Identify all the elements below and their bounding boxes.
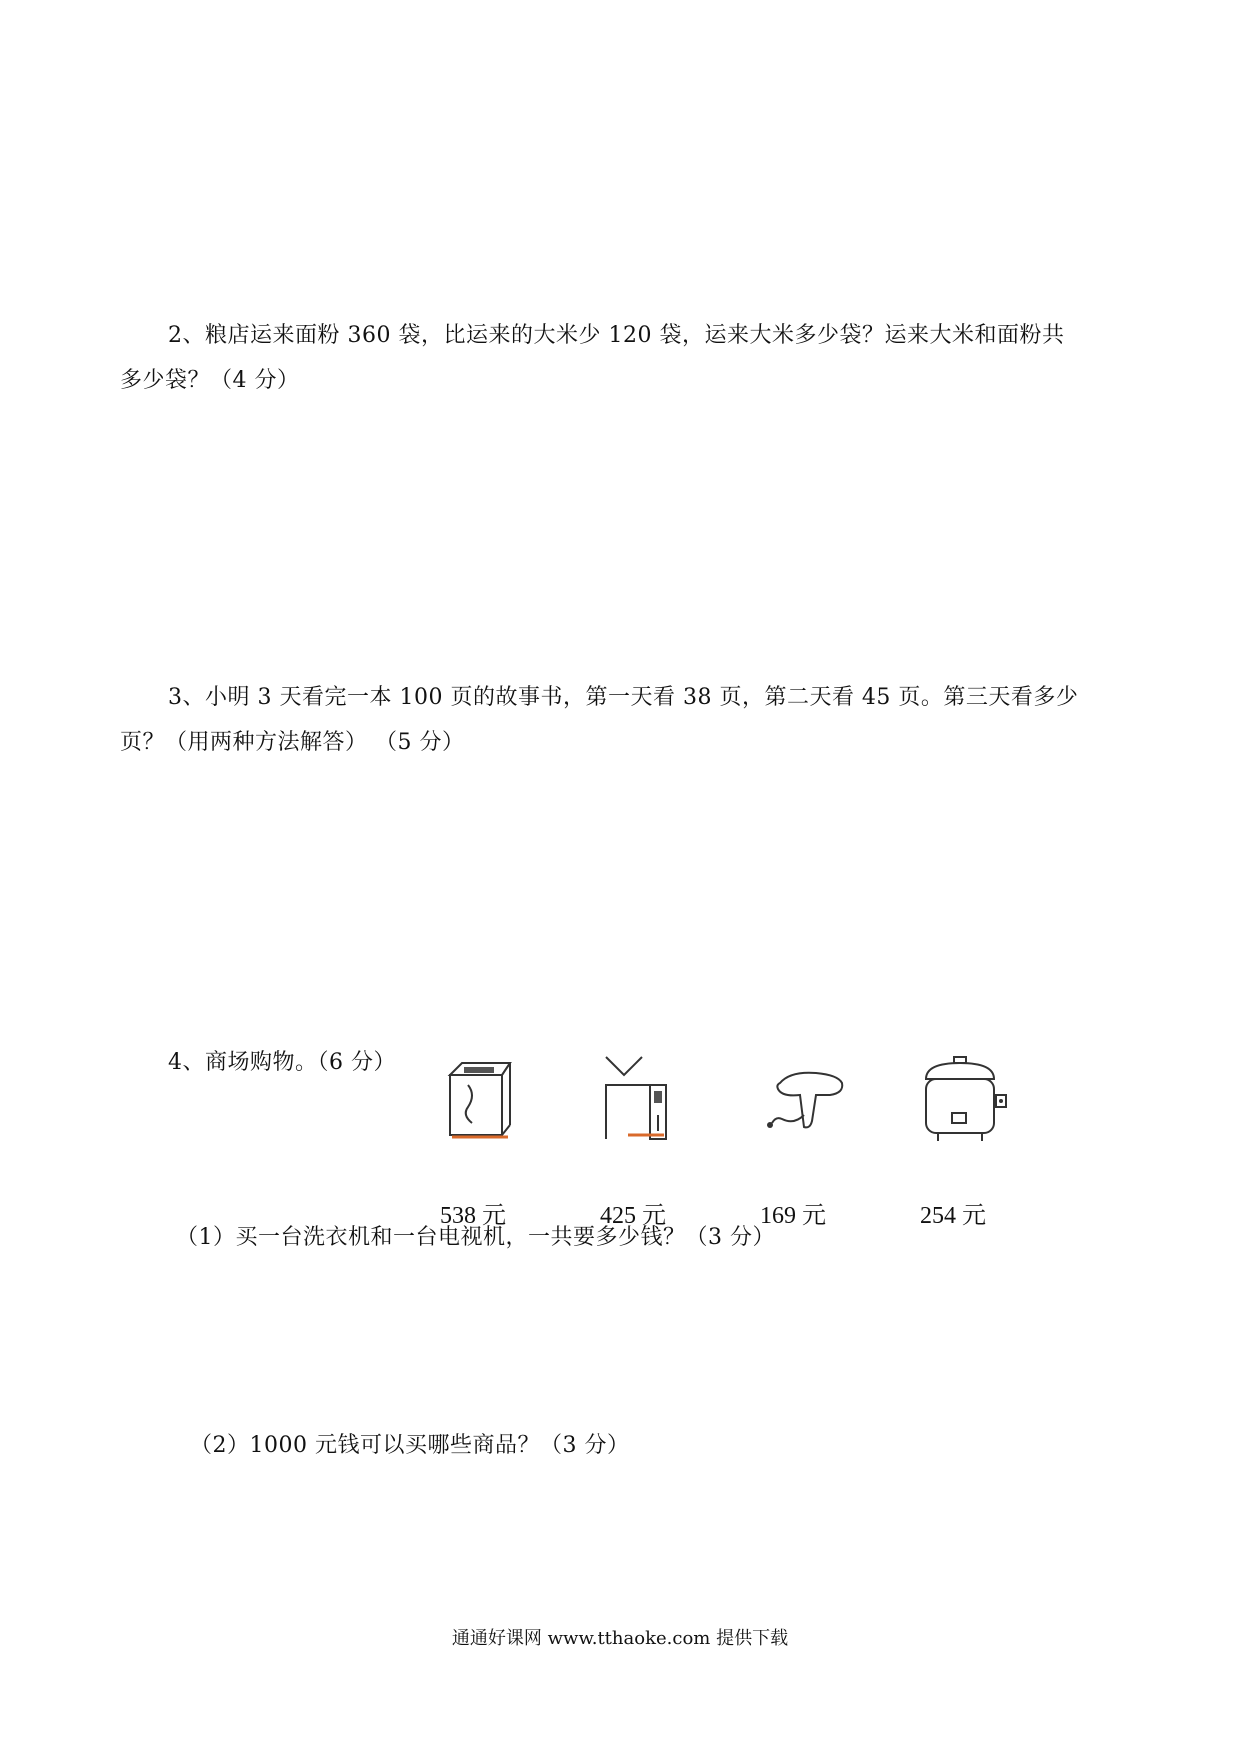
product-washing-machine	[420, 1055, 580, 1245]
price-washing-machine: 538 元	[440, 1203, 506, 1229]
product-hair-dryer	[740, 1055, 900, 1245]
price-television: 425 元	[600, 1203, 666, 1229]
rice-cooker-icon	[920, 1055, 1020, 1145]
product-rice-cooker	[900, 1055, 1060, 1245]
price-hair-dryer: 169 元	[760, 1203, 826, 1229]
footer-credit: 通通好课网 www.tthaoke.com 提供下载	[451, 1628, 789, 1649]
washing-machine-icon	[440, 1055, 520, 1145]
question-4-title: 4、商场购物。（6 分）	[168, 1050, 396, 1075]
question-3-line-1: 3、小明 3 天看完一本 100 页的故事书，第一天看 38 页，第二天看 45 页。第三天看多少	[168, 685, 1079, 710]
product-television	[580, 1055, 740, 1245]
price-rice-cooker: 254 元	[920, 1203, 986, 1229]
question-2-line-1: 2、粮店运来面粉 360 袋，比运来的大米少 120 袋，运来大米多少袋？运来大米和面粉共	[168, 323, 1065, 348]
television-icon	[600, 1055, 680, 1145]
question-3-line-2: 页？（用两种方法解答） （5 分）	[120, 730, 465, 755]
question-4-sub-1: （1）买一台洗衣机和一台电视机，一共要多少钱？（3 分）	[176, 1225, 775, 1250]
question-2-line-2: 多少袋？（4 分）	[120, 368, 300, 393]
question-4-sub-2: （2）1000 元钱可以买哪些商品？（3 分）	[190, 1433, 630, 1458]
hair-dryer-icon	[760, 1055, 860, 1145]
product-list	[420, 1055, 1140, 1245]
